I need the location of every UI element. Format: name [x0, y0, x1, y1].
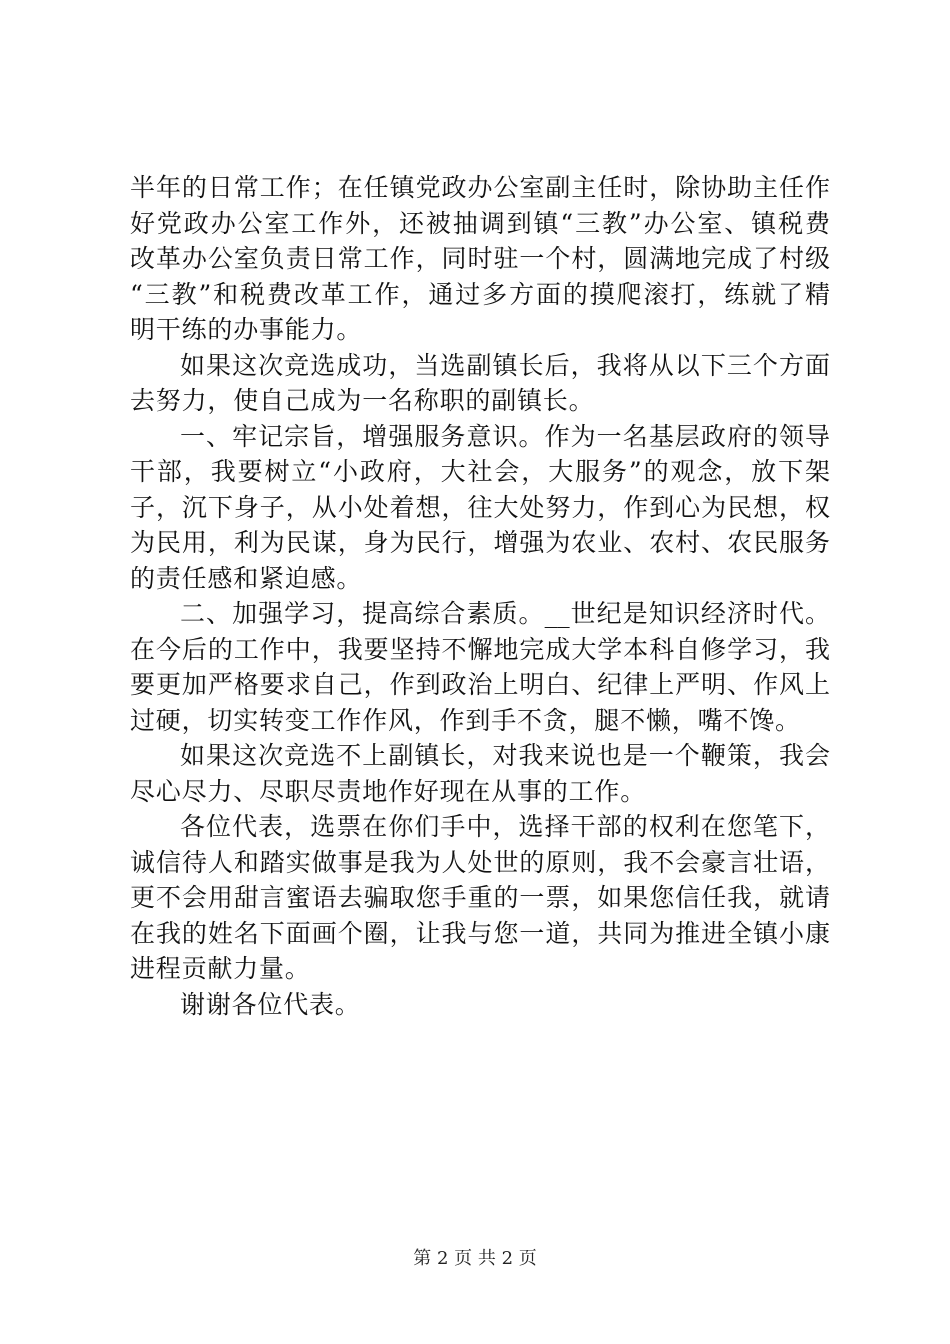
text-line: 二、加强学习，提高综合素质。__世纪是知识经济时代。	[180, 599, 830, 628]
text-line: 半年的日常工作；在任镇党政办公室副主任时，除协助主任作	[130, 173, 830, 202]
text-line: 改革办公室负责日常工作，同时驻一个村，圆满地完成了村级	[130, 244, 830, 273]
text-line: 在今后的工作中，我要坚持不懈地完成大学本科自修学习，我	[130, 634, 830, 664]
paragraph	[130, 348, 830, 419]
paragraph	[130, 809, 830, 987]
paragraph	[130, 987, 830, 1023]
text-line: 谢谢各位代表。	[180, 989, 361, 1019]
text-line: 的责任感和紧迫感。	[130, 563, 363, 593]
text-line: 为民用，利为民谋，身为民行，增强为农业、农村、农民服务	[130, 528, 830, 557]
text-line: 要更加严格要求自己，作到政治上明白、纪律上严明、作风上	[130, 670, 830, 699]
text-line: 如果这次竞选不上副镇长，对我来说也是一个鞭策，我会	[180, 741, 830, 770]
text-line: “三教”和税费改革工作，通过多方面的摸爬滚打，练就了精	[130, 279, 830, 309]
paragraph	[130, 170, 830, 348]
paragraph	[130, 419, 830, 597]
text-line: 在我的姓名下面画个圈，让我与您一道，共同为推进全镇小康	[130, 918, 830, 948]
text-line: 明干练的办事能力。	[130, 315, 363, 344]
paragraph	[130, 738, 830, 809]
text-line: 好党政办公室工作外，还被抽调到镇“三教”办公室、镇税费	[130, 208, 830, 238]
text-line: 如果这次竞选成功，当选副镇长后，我将从以下三个方面	[180, 350, 830, 380]
document-body	[130, 170, 830, 1022]
text-line: 各位代表，选票在你们手中，选择干部的权利在您笔下，	[180, 812, 830, 841]
text-line: 一、牢记宗旨，增强服务意识。作为一名基层政府的领导	[180, 421, 830, 451]
paragraph	[130, 596, 830, 738]
text-line: 尽心尽力、尽职尽责地作好现在从事的工作。	[130, 776, 647, 806]
text-line: 进程贡献力量。	[130, 954, 311, 983]
text-line: 去努力，使自己成为一名称职的副镇长。	[130, 386, 595, 415]
text-line: 过硬，切实转变工作作风，作到手不贪，腿不懒，嘴不馋。	[130, 705, 801, 735]
text-line: 子，沉下身子，从小处着想，往大处努力，作到心为民想，权	[130, 492, 830, 522]
page-number-footer: 第 2 页 共 2 页	[413, 1248, 537, 1269]
text-line: 更不会用甜言蜜语去骗取您手重的一票，如果您信任我，就请	[130, 883, 830, 912]
text-line: 干部，我要树立“小政府，大社会，大服务”的观念，放下架	[130, 457, 830, 486]
text-line: 诚信待人和踏实做事是我为人处世的原则，我不会豪言壮语，	[130, 847, 830, 877]
